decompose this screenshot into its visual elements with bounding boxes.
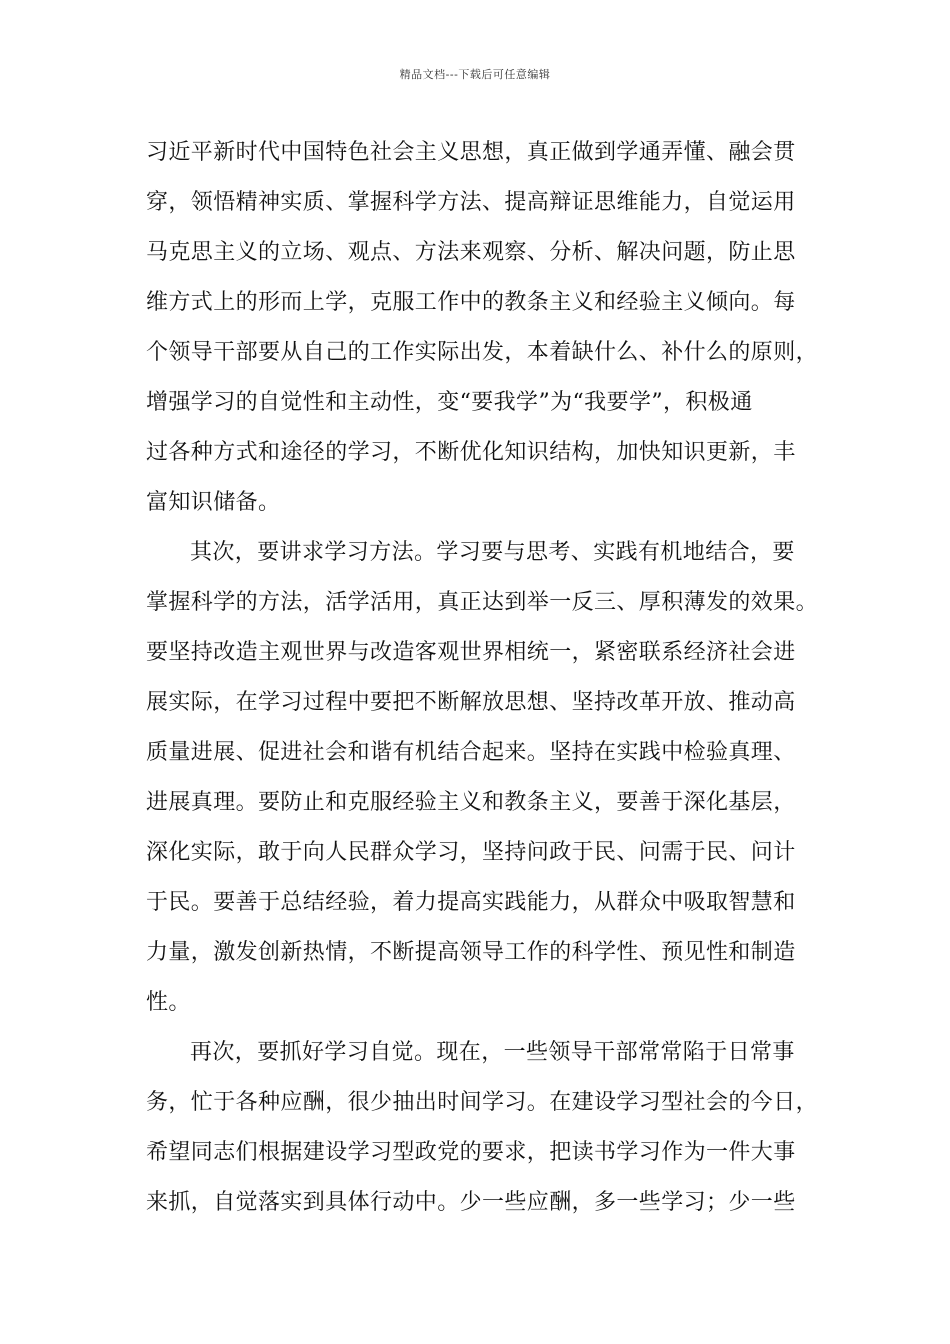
text-line: 穿，领悟精神实质、掌握科学方法、提高辩证思维能力，自觉运用 [146,190,796,215]
text-line: 掌握科学的方法，活学活用，真正达到举一反三、厚积薄发的效果。 [146,590,819,615]
document-body [146,128,826,1228]
text-line: 其次，要讲求学习方法。学习要与思考、实践有机地结合，要 [190,540,795,565]
text-line: 维方式上的形而上学，克服工作中的教条主义和经验主义倾向。每 [146,290,796,315]
text-line: 希望同志们根据建设学习型政党的要求，把读书学习作为一件大事 [146,1140,796,1165]
text-line: 个领导干部要从自己的工作实际出发，本着缺什么、补什么的原则， [146,340,819,365]
text-line: 过各种方式和途径的学习，不断优化知识结构，加快知识更新，丰 [146,440,796,465]
paragraph [146,528,826,1028]
paragraph [146,1028,826,1228]
text-line: 来抓，自觉落实到具体行动中。少一些应酬，多一些学习；少一些 [146,1190,796,1215]
text-line: 富知识储备。 [146,490,281,515]
text-line: 要坚持改造主观世界与改造客观世界相统一，紧密联系经济社会进 [146,640,796,665]
paragraph [146,128,826,528]
text-line: 习近平新时代中国特色社会主义思想，真正做到学通弄懂、融会贯 [146,140,796,165]
text-line: 进展真理。要防止和克服经验主义和教条主义，要善于深化基层， [146,790,796,815]
page-header: 精品文档---下载后可任意编辑 [399,68,551,81]
text-line: 质量进展、促进社会和谐有机结合起来。坚持在实践中检验真理、 [146,740,796,765]
text-line: 深化实际，敢于向人民群众学习，坚持问政于民、问需于民、问计 [146,840,796,865]
text-line: 务，忙于各种应酬，很少抽出时间学习。在建设学习型社会的今日， [146,1090,819,1115]
text-line: 增强学习的自觉性和主动性，变“要我学”为“我要学”，积极通 [146,390,753,415]
text-line: 性。 [146,990,191,1015]
text-line: 力量，激发创新热情，不断提高领导工作的科学性、预见性和制造 [146,940,796,965]
text-line: 再次，要抓好学习自觉。现在，一些领导干部常常陷于日常事 [190,1040,795,1065]
text-line: 展实际，在学习过程中要把不断解放思想、坚持改革开放、推动高 [146,690,796,715]
text-line: 于民。要善于总结经验，着力提高实践能力，从群众中吸取智慧和 [146,890,796,915]
text-line: 马克思主义的立场、观点、方法来观察、分析、解决问题，防止思 [146,240,796,265]
